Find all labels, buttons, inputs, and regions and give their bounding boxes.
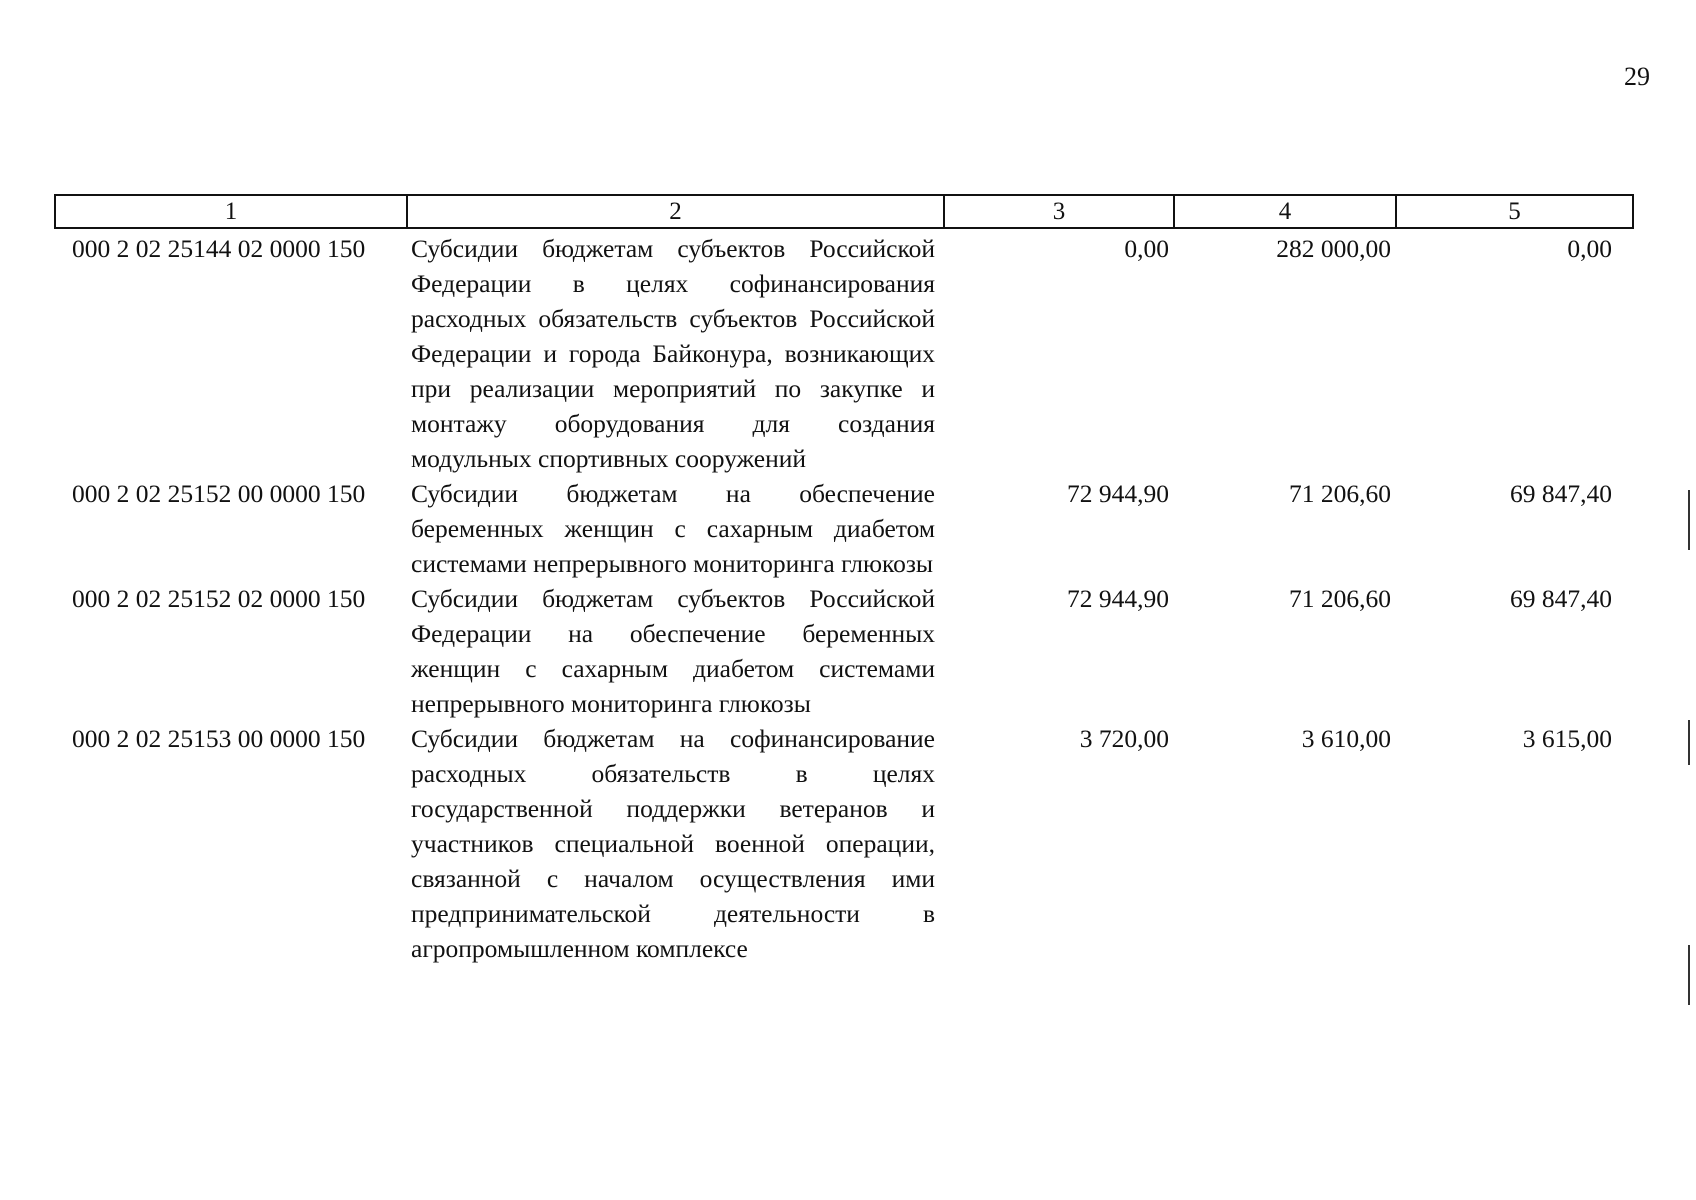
row-description: Субсидии бюджетам субъектов Российской Федерации в целях софинансирования расходных обязательств субъектов Российской Федерации и города Байконура, возникающих при реализации мероприятий по закупке и монтажу оборудования для создания модульных спортивных сооружений [411, 234, 935, 473]
table-row [54, 231, 1634, 476]
value-col-3: 72 944,90 [1067, 584, 1169, 613]
value-col-5: 69 847,40 [1510, 584, 1612, 613]
page-number: 29 [1624, 62, 1650, 91]
header-cell-5: 5 [1508, 198, 1521, 225]
value-col-3: 0,00 [1124, 234, 1169, 263]
scan-mark [1688, 945, 1690, 1005]
value-col-4: 282 000,00 [1276, 234, 1391, 263]
table-header [54, 194, 1634, 229]
scan-edge-marks [1688, 0, 1692, 1200]
budget-code: 000 2 02 25153 00 0000 150 [72, 724, 366, 753]
table-row [54, 581, 1634, 721]
row-description: Субсидии бюджетам на софинансирование расходных обязательств в целях государственной поддержки ветеранов и участников специальной военной операции, связанной с началом осуществления ими предпринимательской деятельности в агропромышленном комплексе [411, 724, 935, 963]
value-col-4: 3 610,00 [1301, 724, 1391, 753]
budget-code: 000 2 02 25152 00 0000 150 [72, 479, 366, 508]
row-description: Субсидии бюджетам на обеспечение беременных женщин с сахарным диабетом системами непрерывного мониторинга глюкозы [411, 479, 935, 578]
row-description: Субсидии бюджетам субъектов Российской Федерации на обеспечение беременных женщин с сахарным диабетом системами непрерывного мониторинга глюкозы [411, 584, 935, 718]
table-body [54, 231, 1634, 966]
value-col-5: 3 615,00 [1522, 724, 1612, 753]
header-cell-2: 2 [408, 196, 945, 227]
table-row [54, 476, 1634, 581]
value-col-3: 72 944,90 [1067, 479, 1169, 508]
scan-mark [1688, 490, 1690, 550]
value-col-4: 71 206,60 [1289, 584, 1391, 613]
value-col-5: 0,00 [1567, 234, 1612, 263]
table-row [54, 721, 1634, 966]
header-cell-1: 1 [56, 196, 408, 227]
scan-mark [1688, 720, 1690, 765]
header-cell-4: 4 [1175, 196, 1397, 227]
value-col-5: 69 847,40 [1510, 479, 1612, 508]
header-cell-3: 3 [945, 196, 1175, 227]
budget-code: 000 2 02 25152 02 0000 150 [72, 584, 366, 613]
value-col-4: 71 206,60 [1289, 479, 1391, 508]
budget-code: 000 2 02 25144 02 0000 150 [72, 234, 366, 263]
value-col-3: 3 720,00 [1079, 724, 1169, 753]
